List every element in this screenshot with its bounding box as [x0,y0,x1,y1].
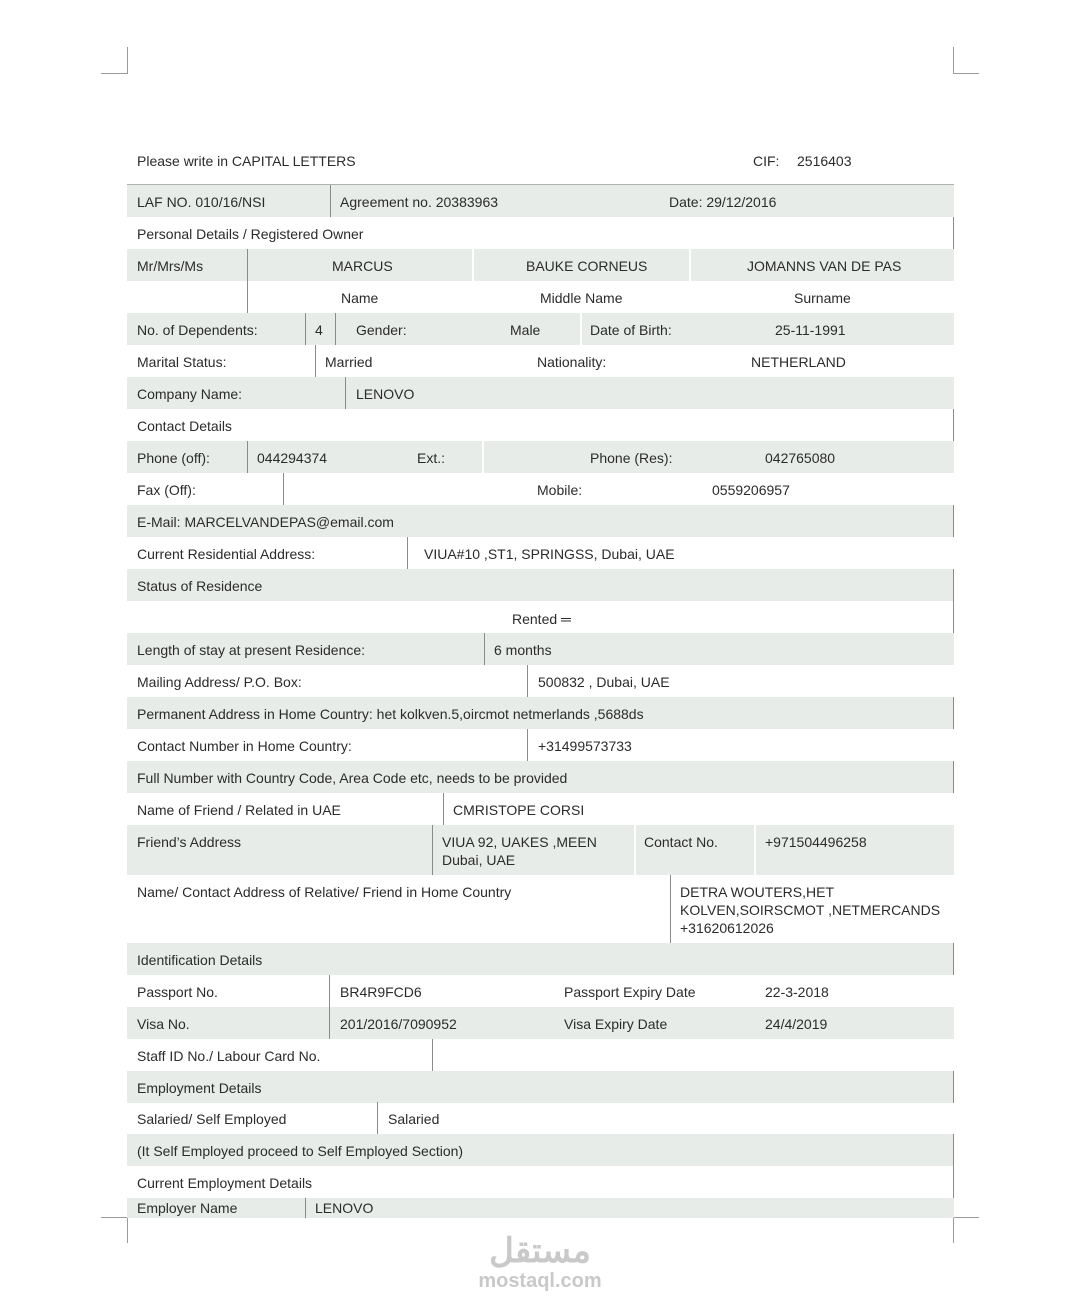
middle-name-label: Middle Name [540,290,623,306]
visa-expiry-value[interactable]: 24/4/2019 [765,1016,828,1032]
staff-id-label: Staff ID No./ Labour Card No. [137,1048,321,1064]
relative-value[interactable]: DETRA WOUTERS,HET KOLVEN,SOIRSCMOT ,NETMERCANDS +31620612026 [680,884,941,936]
first-name-value[interactable]: MARCUS [332,258,393,274]
marital-row [127,345,954,377]
fax-label: Fax (Off): [137,482,196,498]
friend-address-label: Friend’s Address [137,834,242,850]
friend-row [127,793,954,825]
title-label: Mr/Mrs/Ms [137,258,204,274]
phone-res-label: Phone (Res): [590,450,673,466]
self-employed-note: (It Self Employed proceed to Self Employed Section) [137,1143,464,1159]
permanent-address-row [127,697,954,729]
salaried-label: Salaried/ Self Employed [137,1111,287,1127]
dependents-row [127,313,954,345]
employer-row [127,1198,954,1218]
corner-mark [101,73,127,74]
passport-expiry-value[interactable]: 22-3-2018 [765,984,829,1000]
watermark-arabic: مستقل [489,1232,591,1270]
current-address-row [127,537,954,569]
name-row [127,249,954,281]
length-stay-row [127,633,954,665]
agreement-date[interactable]: Date: 29/12/2016 [669,194,777,210]
current-address-value[interactable]: VIUA#10 ,ST1, SPRINGSS, Dubai, UAE [424,546,675,562]
company-row [127,377,954,409]
visa-row [127,1007,954,1039]
friend-value[interactable]: CMRISTOPE CORSI [453,802,585,818]
dependents-value[interactable]: 4 [315,322,323,338]
passport-value[interactable]: BR4R9FCD6 [340,984,422,1000]
mailing-label: Mailing Address/ P.O. Box: [137,674,302,690]
marital-label: Marital Status: [137,354,227,370]
home-contact-row [127,729,954,761]
dependents-label: No. of Dependents: [137,322,258,338]
mailing-row [127,665,954,697]
phone-row [127,441,954,473]
passport-row [127,975,954,1007]
friend-address-value[interactable]: VIUA 92, UAKES ,MEEN Dubai, UAE [442,834,597,868]
identification-heading [127,943,954,975]
mailing-value[interactable]: 500832 , Dubai, UAE [538,674,670,690]
gender-label: Gender: [356,322,407,338]
cif-value[interactable]: 2516403 [797,153,852,169]
name-labels-row [127,281,954,313]
phone-off-label: Phone (off): [137,450,210,466]
section-title: Personal Details / Registered Owner [137,226,364,242]
employment-heading [127,1071,954,1103]
self-employed-note-row [127,1134,954,1166]
salaried-row [127,1102,954,1134]
phone-res-value[interactable]: 042765080 [765,450,836,466]
personal-details-heading [127,217,954,249]
employer-label: Employer Name [137,1200,238,1216]
relative-label: Name/ Contact Address of Relative/ Friend in Home Country [137,884,512,900]
full-number-note-row [127,761,954,793]
status-residence-row [127,569,954,601]
employer-value[interactable]: LENOVO [315,1200,374,1216]
home-contact-value[interactable]: +31499573733 [538,738,632,754]
dob-value[interactable]: 25-11-1991 [775,322,846,338]
name-label: Name [341,290,379,306]
laf-row [127,185,954,217]
surname-value[interactable]: JOMANNS VAN DE PAS [747,258,902,274]
length-stay-value[interactable]: 6 months [494,642,552,658]
mostaql-watermark [470,1232,610,1292]
corner-mark [953,1217,979,1218]
corner-mark [127,47,128,74]
mobile-value[interactable]: 0559206957 [712,482,790,498]
visa-value[interactable]: 201/2016/7090952 [340,1016,457,1032]
salaried-value[interactable]: Salaried [388,1111,440,1127]
current-address-label: Current Residential Address: [137,546,316,562]
marital-value[interactable]: Married [325,354,373,370]
section-title: Identification Details [137,952,263,968]
visa-label: Visa No. [137,1016,190,1032]
agreement-number[interactable]: Agreement no. 20383963 [340,194,499,210]
visa-expiry-label: Visa Expiry Date [564,1016,668,1032]
staff-id-row [127,1039,954,1071]
friend-contact-value[interactable]: +971504496258 [765,834,867,850]
passport-label: Passport No. [137,984,218,1000]
mobile-label: Mobile: [537,482,583,498]
residence-status-value[interactable]: Rented ═ [512,611,571,627]
nationality-label: Nationality: [537,354,607,370]
full-number-note: Full Number with Country Code, Area Code etc, needs to be provided [137,770,568,786]
permanent-address-value[interactable]: Permanent Address in Home Country: het kolkven.5,oircmot netmerlands ,5688ds [137,706,644,722]
friend-label: Name of Friend / Related in UAE [137,802,341,818]
corner-mark [953,47,954,74]
nationality-value[interactable]: NETHERLAND [751,354,846,370]
surname-label: Surname [794,290,851,306]
phone-off-value[interactable]: 044294374 [257,450,328,466]
cif-label: CIF: [753,153,780,169]
dob-label: Date of Birth: [590,322,672,338]
section-title: Employment Details [137,1080,262,1096]
gender-value[interactable]: Male [510,322,541,338]
home-contact-label: Contact Number in Home Country: [137,738,352,754]
corner-mark [101,1217,127,1218]
company-value[interactable]: LENOVO [356,386,415,402]
friend-contact-label: Contact No. [644,834,718,850]
relative-row [127,875,954,943]
section-title: Contact Details [137,418,232,434]
ext-label: Ext.: [417,450,446,466]
rented-row [127,601,954,633]
current-employment-label: Current Employment Details [137,1175,313,1191]
laf-number[interactable]: LAF NO. 010/16/NSI [137,194,266,210]
company-label: Company Name: [137,386,243,402]
passport-expiry-label: Passport Expiry Date [564,984,696,1000]
watermark-latin: mostaql.com [478,1270,602,1292]
status-residence-label: Status of Residence [137,578,263,594]
friend-address-row [127,825,954,875]
capital-letters-instruction: Please write in CAPITAL LETTERS [137,153,356,169]
contact-details-heading [127,409,954,441]
fax-row [127,473,954,505]
current-employment-row [127,1166,954,1198]
middle-name-value[interactable]: BAUKE CORNEUS [526,258,648,274]
length-stay-label: Length of stay at present Residence: [137,642,366,658]
corner-mark [953,1217,954,1243]
email-value[interactable]: E-Mail: MARCELVANDEPAS@email.com [137,514,394,530]
email-row [127,505,954,537]
corner-mark [127,1217,128,1243]
corner-mark [953,73,979,74]
